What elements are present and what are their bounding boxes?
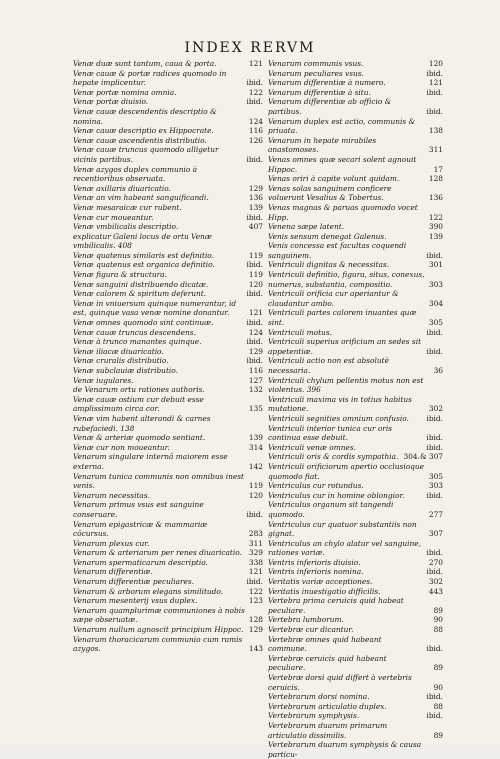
entry-page: 304 bbox=[428, 298, 443, 308]
entry-page: ibid. bbox=[246, 78, 263, 88]
entry-text: Venæ vmbilicalis descriptio. bbox=[73, 222, 179, 232]
entry-text: Ventris inferioris nomina. bbox=[268, 567, 364, 577]
index-entry bbox=[73, 88, 263, 98]
index-entry bbox=[268, 337, 443, 356]
index-entry bbox=[73, 452, 263, 471]
entry-page: 136 bbox=[428, 193, 443, 203]
index-entry bbox=[268, 500, 443, 519]
index-entry bbox=[73, 213, 263, 223]
entry-text: Venarum differentiæ ab officio & partibus. bbox=[268, 97, 392, 116]
index-entry bbox=[268, 270, 443, 289]
entry-page: ibid. bbox=[426, 442, 443, 452]
index-entry bbox=[73, 385, 263, 395]
index-entry bbox=[268, 155, 443, 174]
entry-page: 119 bbox=[248, 250, 263, 260]
entry-text: Vertebra lumborum. bbox=[268, 615, 344, 625]
entry-text: Venarum communis vsus. bbox=[268, 59, 364, 68]
index-entry bbox=[268, 491, 443, 501]
index-entry bbox=[268, 260, 443, 270]
entry-page: 338 bbox=[248, 557, 263, 567]
entry-page: ibid. bbox=[426, 567, 443, 577]
entry-text: Venæ an vim habeant sanguificandi. bbox=[73, 193, 209, 203]
entry-text: Veritatis inuestigatio difficilis. bbox=[268, 586, 381, 596]
index-entry bbox=[73, 251, 263, 261]
entry-page: ibid. bbox=[246, 356, 263, 366]
entry-page: ibid. bbox=[426, 433, 443, 443]
entry-page: 89 bbox=[433, 663, 443, 673]
index-entry bbox=[268, 328, 443, 338]
entry-page: 36 bbox=[433, 366, 443, 375]
entry-page: ibid. bbox=[246, 97, 263, 107]
entry-page: 129 bbox=[248, 183, 263, 193]
index-entry bbox=[73, 184, 263, 194]
entry-text: Venæ calorem & spiritum deferunt. bbox=[73, 289, 207, 299]
entry-page: 139 bbox=[248, 433, 263, 443]
index-entry bbox=[73, 635, 263, 654]
entry-page: 88 bbox=[433, 625, 443, 635]
entry-text: Vertebrarum duarum symphysis & causa particu- bbox=[268, 740, 422, 759]
entry-text: Venæ axillaris diuaricatio. bbox=[73, 183, 171, 193]
index-entry bbox=[268, 711, 443, 721]
index-entry bbox=[268, 654, 443, 673]
index-entry bbox=[73, 232, 263, 251]
entry-text: Ventriculi maxima vis in totius habitus mutatione. bbox=[268, 394, 412, 414]
entry-text: Venarum differentiæ peculiares. bbox=[73, 577, 195, 587]
index-entry bbox=[73, 414, 263, 433]
index-entry bbox=[268, 289, 443, 308]
entry-page: 301 bbox=[428, 260, 443, 270]
entry-text: Ventriculus organum sit tangendi quomodo. bbox=[268, 500, 394, 519]
entry-page: 89 bbox=[433, 605, 443, 615]
entry-page: ibid. bbox=[246, 318, 263, 328]
index-entry bbox=[73, 587, 263, 597]
index-entry bbox=[268, 184, 443, 203]
entry-text: Venas magnas & paruas quomodo vocet Hipp. bbox=[268, 202, 418, 222]
entry-page: ibid. bbox=[246, 509, 263, 519]
index-entry bbox=[268, 635, 443, 654]
entry-page: 121 bbox=[248, 59, 263, 68]
entry-text: Venæ cauæ truncus descendens. bbox=[73, 327, 196, 337]
index-entry bbox=[268, 395, 443, 414]
entry-text: Venæ cauæ truncus quomodo alligetur vicinis partibus. bbox=[73, 145, 219, 164]
index-entry bbox=[73, 289, 263, 299]
entry-page: ibid. bbox=[426, 490, 443, 500]
entry-text: Ventriculi orificia cur aperiantur & claudantur ambo. bbox=[268, 289, 399, 308]
entry-text: Venæ vim habent alterandi & carnes rubefaciedi. 138 bbox=[73, 413, 211, 433]
index-entry bbox=[73, 222, 263, 232]
entry-text: de Venarum ortu rationes authoris. bbox=[73, 385, 205, 395]
entry-page: 307 bbox=[428, 529, 443, 539]
entry-text: Venarum & arteriarum per renes diuaricatio. bbox=[73, 548, 242, 558]
entry-text: Venæ cruralis distributio. bbox=[73, 356, 169, 366]
index-entry bbox=[268, 625, 443, 635]
entry-page: 129 bbox=[248, 625, 263, 635]
entry-text: Ventriculi actio non est absolutè necessaria. bbox=[268, 356, 389, 375]
entry-text: Ventriculi dignitas & necessitas. bbox=[268, 260, 390, 270]
index-entry bbox=[268, 558, 443, 568]
entry-text: Venarum plexus cur. bbox=[73, 538, 150, 548]
entry-page: 123 bbox=[248, 596, 263, 606]
index-entry bbox=[268, 203, 443, 222]
entry-page: 311 bbox=[248, 538, 263, 548]
index-entry bbox=[268, 520, 443, 539]
index-entry bbox=[73, 347, 263, 357]
entry-text: Venarum mesenterij vsus duplex. bbox=[73, 596, 198, 606]
entry-page: 122 bbox=[428, 212, 443, 222]
entry-page: ibid. bbox=[426, 644, 443, 654]
entry-page: 283 bbox=[248, 529, 263, 539]
entry-page: 136 bbox=[248, 193, 263, 203]
entry-text: Ventris inferioris diuisio. bbox=[268, 557, 361, 567]
entry-page: 304.& 307 bbox=[403, 452, 443, 462]
index-entry bbox=[268, 88, 443, 98]
index-entry bbox=[268, 241, 443, 260]
index-entry bbox=[73, 260, 263, 270]
index-entry bbox=[73, 625, 263, 635]
index-entry bbox=[73, 539, 263, 549]
entry-page: 17 bbox=[433, 164, 443, 174]
entry-page: 126 bbox=[248, 135, 263, 145]
entry-text: Ventriculi segnities omnium confusio. bbox=[268, 413, 409, 423]
entry-text: Ventriculi partes calorem inuantes quæ sint. bbox=[268, 308, 417, 328]
entry-page: 142 bbox=[248, 461, 263, 471]
entry-text: Venas oriri à capite volunt quidam. bbox=[268, 174, 400, 184]
index-entry bbox=[268, 222, 443, 232]
index-entry bbox=[73, 270, 263, 280]
entry-text: Vertebrarum duarum primarum articulatio dissimilis. bbox=[268, 720, 388, 740]
entry-text: Venæ mesaraicæ cur rubent. bbox=[73, 202, 182, 212]
index-entry bbox=[268, 376, 443, 395]
entry-page: 305 bbox=[428, 318, 443, 328]
entry-text: Venæ sanguini distribuendo dicatæ. bbox=[73, 279, 209, 289]
entry-page: 390 bbox=[428, 222, 443, 232]
entry-page: ibid. bbox=[246, 212, 263, 222]
entry-page: 120 bbox=[428, 59, 443, 68]
entry-text: Venæ duæ sunt tantum, caua & porta. bbox=[73, 59, 217, 68]
entry-text: Venas solas sanguinem conficere voluerunt Vesalius & Tobertus. bbox=[268, 183, 392, 203]
entry-page: 127 bbox=[248, 375, 263, 385]
index-entry bbox=[73, 145, 263, 164]
entry-text: Ventriculi chylum pellentis motus non est violentus. 396 bbox=[268, 375, 424, 395]
entry-page: 303 bbox=[428, 279, 443, 289]
entry-text: Venis sensum denegat Galenus. bbox=[268, 231, 387, 241]
index-entry bbox=[268, 69, 443, 79]
entry-text: Venæ cauæ ostium cur debuit esse amplissimum circa cor. bbox=[73, 394, 204, 414]
entry-text: Vertebræ cur dicantur. bbox=[268, 625, 354, 635]
left-column bbox=[73, 59, 263, 654]
entry-page: 90 bbox=[433, 615, 443, 625]
entry-page: 329 bbox=[248, 548, 263, 558]
index-entry bbox=[268, 78, 443, 88]
entry-page: 124 bbox=[248, 116, 263, 126]
index-entry bbox=[73, 69, 263, 88]
index-entry bbox=[268, 740, 443, 759]
entry-text: Venæ iliacæ diuaricatio. bbox=[73, 346, 164, 356]
entry-page: 122 bbox=[248, 87, 263, 97]
entry-page: ibid. bbox=[426, 711, 443, 721]
entry-text: explicatur Galeni locus de ortu Venæ vmbilicalis. 408 bbox=[73, 231, 212, 251]
entry-text: Venarum quamplurimæ communiones à nobis sæpe obseruatæ. bbox=[73, 605, 245, 625]
index-entry bbox=[268, 443, 443, 453]
entry-page: 128 bbox=[428, 174, 443, 184]
index-entry bbox=[268, 232, 443, 242]
entry-text: Ventriculi definitio, figura, situs, conexus, numerus, substantia, compositio. bbox=[268, 270, 425, 289]
index-entry bbox=[268, 117, 443, 136]
entry-text: Venarum differentiæ. bbox=[73, 567, 153, 577]
entry-page: ibid. bbox=[426, 692, 443, 702]
index-entry bbox=[268, 692, 443, 702]
entry-page: 135 bbox=[248, 404, 263, 414]
entry-text: Venarum duplex est actio, communis & priuata. bbox=[268, 116, 416, 136]
entry-page: 119 bbox=[248, 481, 263, 491]
entry-text: Venæ quatenus est organica definitio. bbox=[73, 260, 215, 270]
entry-page: 303 bbox=[428, 481, 443, 491]
entry-page: 311 bbox=[428, 145, 443, 155]
entry-page: 302 bbox=[428, 577, 443, 587]
index-entry bbox=[73, 520, 263, 539]
index-entry bbox=[73, 165, 263, 184]
entry-page: 407 bbox=[248, 222, 263, 232]
entry-page: ibid. bbox=[426, 346, 443, 356]
entry-page: 116 bbox=[248, 366, 263, 375]
entry-page: ibid. bbox=[426, 327, 443, 337]
entry-text: Venæ portæ nomina omnia. bbox=[73, 87, 177, 97]
entry-text: Venarum thoracicarum communio cum ramis azygos. bbox=[73, 634, 243, 654]
index-entry bbox=[73, 558, 263, 568]
entry-text: Venæ cur non moueantur. bbox=[73, 442, 170, 452]
entry-page: 305 bbox=[428, 471, 443, 481]
index-entry bbox=[73, 606, 263, 625]
index-entry bbox=[73, 433, 263, 443]
entry-page: ibid. bbox=[426, 87, 443, 97]
entry-text: Venæ cur moueantur. bbox=[73, 212, 154, 222]
entry-page: ibid. bbox=[246, 337, 263, 347]
index-entry bbox=[73, 59, 263, 69]
entry-text: Vertebræ dorsi quid differt à vertebris ceruicis. bbox=[268, 673, 412, 692]
index-entry bbox=[268, 59, 443, 69]
page-title: INDEX RERVM bbox=[184, 40, 316, 56]
entry-page: ibid. bbox=[426, 413, 443, 423]
entry-text: Venæ figura & structura. bbox=[73, 270, 167, 280]
entry-text: Venæ quatenus similaris est definitio. bbox=[73, 250, 214, 260]
index-entry bbox=[73, 443, 263, 453]
index-entry bbox=[73, 337, 263, 347]
index-entry bbox=[73, 318, 263, 328]
index-entry bbox=[268, 587, 443, 597]
index-entry bbox=[73, 126, 263, 136]
entry-text: Ventriculi oris & cordis sympathia. bbox=[268, 452, 399, 462]
index-entry bbox=[73, 203, 263, 213]
index-entry bbox=[73, 136, 263, 146]
entry-text: Venarum differentiæ à numero. bbox=[268, 78, 386, 88]
entry-page: 129 bbox=[248, 346, 263, 356]
entry-page: ibid. bbox=[426, 68, 443, 78]
entry-text: Ventriculus cur in homine oblongior. bbox=[268, 490, 405, 500]
entry-page: ibid. bbox=[426, 548, 443, 558]
entry-page: 120 bbox=[248, 490, 263, 500]
entry-text: Venæ omnes quomodo sint continuæ. bbox=[73, 318, 214, 328]
entry-text: Venarum nullum agnoscit principium Hippoc. bbox=[73, 625, 244, 635]
index-entry bbox=[73, 567, 263, 577]
index-entry bbox=[73, 577, 263, 587]
entry-text: Venis concessa est facultas coquendi sanguinem. bbox=[268, 241, 407, 260]
index-entry bbox=[268, 596, 443, 615]
entry-page: 120 bbox=[248, 279, 263, 289]
entry-page: 121 bbox=[248, 567, 263, 577]
entry-text: Venarum primus vsus est sanguine conseruare. bbox=[73, 500, 204, 519]
entry-text: Ventriculus cur rotundus. bbox=[268, 481, 364, 491]
entry-text: Ventriculus cur quatuor substantiis non gignat. bbox=[268, 519, 417, 539]
index-entry bbox=[268, 414, 443, 424]
entry-text: Venarum epigastricæ & mammariæ cōcursus. bbox=[73, 519, 208, 539]
index-entry bbox=[73, 193, 263, 203]
entry-page: ibid. bbox=[246, 577, 263, 587]
entry-text: Vertebrarum symphysis. bbox=[268, 711, 360, 721]
index-entry bbox=[73, 395, 263, 414]
index-entry bbox=[73, 548, 263, 558]
index-entry bbox=[268, 721, 443, 740]
right-column bbox=[268, 59, 443, 759]
entry-page: ibid. bbox=[246, 260, 263, 270]
index-entry bbox=[268, 462, 443, 481]
index-entry bbox=[268, 97, 443, 116]
entry-text: Venarum tunica communis non omnibus inest venis. bbox=[73, 471, 245, 491]
index-entry bbox=[268, 452, 443, 462]
entry-page: 116 bbox=[248, 126, 263, 136]
entry-text: Ventriculi orificiorum apertio occlusioque quomodo fiat. bbox=[268, 461, 425, 481]
index-entry bbox=[73, 366, 263, 376]
entry-page: 302 bbox=[428, 404, 443, 414]
index-entry bbox=[73, 500, 263, 519]
entry-text: Venarum peculiares vsus. bbox=[268, 68, 364, 78]
entry-page: 277 bbox=[428, 509, 443, 519]
entry-page: 121 bbox=[248, 308, 263, 318]
entry-text: Vertebrarum articulatio duplex. bbox=[268, 701, 387, 711]
entry-text: Venæ cauæ descendentis descriptio & nomina. bbox=[73, 106, 217, 126]
entry-text: Venæ azygos duplex communio à recentioribus obseruata. bbox=[73, 164, 198, 184]
index-entry bbox=[73, 491, 263, 501]
entry-page: 90 bbox=[433, 682, 443, 692]
index-entry bbox=[73, 299, 263, 318]
index-entry bbox=[268, 539, 443, 558]
entry-text: Venæ à trunco manantes quinque. bbox=[73, 337, 202, 347]
index-entry bbox=[268, 424, 443, 443]
entry-page: 124 bbox=[248, 327, 263, 337]
entry-page: ibid. bbox=[246, 289, 263, 299]
entry-text: Venena sæpe latent. bbox=[268, 222, 345, 232]
entry-page: 128 bbox=[248, 615, 263, 625]
entry-text: Vertebrarum dorsi nomina. bbox=[268, 692, 370, 702]
index-entry bbox=[73, 376, 263, 386]
index-entry bbox=[268, 136, 443, 155]
entry-text: Venæ portæ diuisio. bbox=[73, 97, 149, 107]
index-entry bbox=[268, 356, 443, 375]
entry-page: 138 bbox=[428, 126, 443, 136]
index-entry bbox=[73, 107, 263, 126]
entry-page: 88 bbox=[433, 701, 443, 711]
index-entry bbox=[268, 174, 443, 184]
entry-text: Venæ subclauiæ distributio. bbox=[73, 366, 178, 375]
entry-text: Vertebra prima ceruicis quid habeat peculiare. bbox=[268, 596, 404, 615]
entry-page: 143 bbox=[248, 644, 263, 654]
entry-text: Venarum differentiæ à situ. bbox=[268, 87, 371, 97]
entry-text: Veritatis variæ acceptiones. bbox=[268, 577, 373, 587]
index-entry bbox=[268, 308, 443, 327]
index-entry bbox=[268, 567, 443, 577]
entry-page: ibid. bbox=[426, 106, 443, 116]
entry-text: Venas omnes quæ secari solent agnouit Hippoc. bbox=[268, 154, 417, 174]
entry-page: 119 bbox=[248, 270, 263, 280]
entry-text: Ventriculi motus. bbox=[268, 327, 332, 337]
entry-text: Ventriculus an chylo alatur vel sanguine, rationes variæ. bbox=[268, 538, 421, 558]
entry-text: Venarum singulare internâ maiorem esse externa. bbox=[73, 452, 228, 471]
index-entry bbox=[268, 673, 443, 692]
index-entry bbox=[268, 577, 443, 587]
index-entry bbox=[73, 472, 263, 491]
entry-page: 132 bbox=[248, 385, 263, 395]
entry-text: Ventriculi venæ omnes. bbox=[268, 442, 356, 452]
entry-page: 314 bbox=[248, 442, 263, 452]
entry-page: 122 bbox=[248, 586, 263, 596]
entry-page: ibid. bbox=[246, 154, 263, 164]
index-entry bbox=[268, 615, 443, 625]
entry-text: Ventriculi superius orificium an sedes sit appetentiæ. bbox=[268, 337, 422, 356]
entry-text: Venarum necessitas. bbox=[73, 490, 150, 500]
entry-text: Venæ iugulares. bbox=[73, 375, 134, 385]
entry-text: Venarum & arborum elegans similitudo. bbox=[73, 586, 224, 596]
entry-text: Venæ cauæ & portæ radices quomodo in hepate implicentur. bbox=[73, 68, 227, 88]
entry-page: 139 bbox=[248, 202, 263, 212]
entry-page: ibid. bbox=[426, 250, 443, 260]
entry-page: 89 bbox=[433, 730, 443, 740]
entry-text: Venæ cauæ descriptio ex Hippocrate. bbox=[73, 126, 214, 136]
entry-text: Venarum spermaticarum descriptio. bbox=[73, 557, 208, 567]
entry-text: Venæ & arteriæ quomodo sentiant. bbox=[73, 433, 206, 443]
index-entry bbox=[73, 280, 263, 290]
index-entry bbox=[268, 481, 443, 491]
index-entry bbox=[73, 97, 263, 107]
index-entry bbox=[73, 328, 263, 338]
entry-page: 139 bbox=[428, 231, 443, 241]
entry-page: 270 bbox=[428, 557, 443, 567]
entry-text: Venarum in hepate mirabiles anastomoses. bbox=[268, 135, 377, 155]
entry-page: 443 bbox=[428, 586, 443, 596]
entry-text: Vertebræ omnes quid habeant commune. bbox=[268, 634, 382, 654]
index-entry bbox=[268, 702, 443, 712]
entry-text: Ventriculi interior tunica cur oris continua esse debuit. bbox=[268, 423, 392, 443]
entry-text: Venæ cauæ ascendentis distributio. bbox=[73, 135, 207, 145]
index-entry bbox=[73, 356, 263, 366]
index-entry bbox=[73, 596, 263, 606]
entry-page: 121 bbox=[428, 78, 443, 88]
entry-text: Vertebræ ceruicis quid habeant peculiare. bbox=[268, 653, 387, 673]
entry-text: Venæ in vniuersum quinque numerantur, id est, quinque vasa venæ nomine donantur. bbox=[73, 298, 237, 318]
